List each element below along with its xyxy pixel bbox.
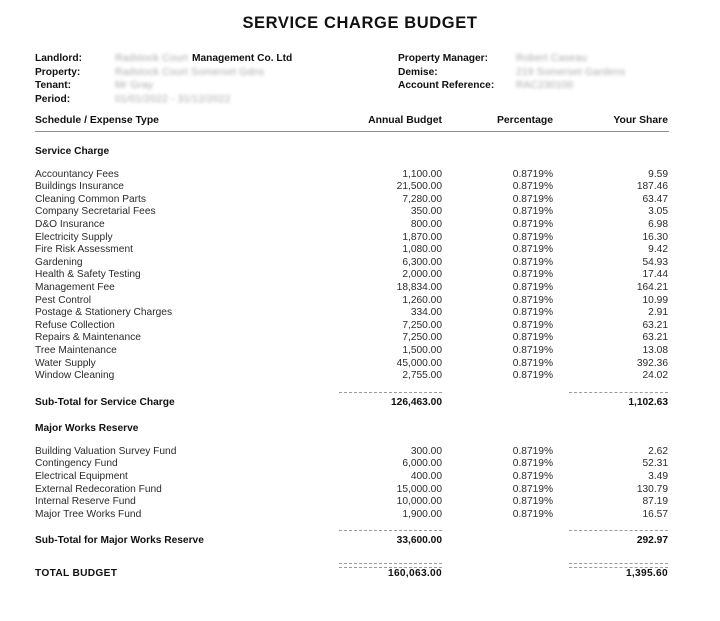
cell-annual-budget: 45,000.00 xyxy=(396,357,442,369)
cell-annual-budget: 18,834.00 xyxy=(396,281,442,293)
cell-percentage: 0.8719% xyxy=(512,181,553,193)
subtotal-rule xyxy=(35,389,669,397)
header-meta-block xyxy=(35,52,685,108)
cell-your-share: 87.19 xyxy=(642,496,668,508)
subtotal-row xyxy=(35,397,669,410)
column-header-percentage: Percentage xyxy=(496,115,553,126)
table-row xyxy=(35,219,669,232)
cell-percentage: 0.8719% xyxy=(512,269,553,281)
cell-your-share: 292.97 xyxy=(636,535,668,547)
cell-expense-name: Refuse Collection xyxy=(35,319,115,331)
cell-annual-budget: 1,080.00 xyxy=(402,244,442,256)
table-row xyxy=(35,332,669,345)
section-title-row xyxy=(35,423,669,436)
table-row xyxy=(35,370,669,383)
cell-your-share: 3.05 xyxy=(648,206,668,218)
cell-expense-name: TOTAL BUDGET xyxy=(35,568,118,580)
cell-expense-name: D&O Insurance xyxy=(35,218,105,230)
meta-value: Mr Gray xyxy=(115,80,154,92)
cell-annual-budget: 21,500.00 xyxy=(396,181,442,193)
cell-your-share: 52.31 xyxy=(642,458,668,470)
cell-your-share: 6.98 xyxy=(648,218,668,230)
cell-your-share: 1,395.60 xyxy=(625,568,668,580)
cell-expense-name: Health & Safety Testing xyxy=(35,269,141,281)
cell-annual-budget: 6,000.00 xyxy=(402,458,442,470)
rule-segment-budget xyxy=(339,392,442,393)
cell-your-share: 63.21 xyxy=(642,319,668,331)
cell-expense-name: Sub-Total for Service Charge xyxy=(35,396,175,408)
cell-your-share: 63.21 xyxy=(642,332,668,344)
cell-percentage: 0.8719% xyxy=(512,471,553,483)
cell-expense-name: Water Supply xyxy=(35,357,96,369)
spacer xyxy=(35,436,669,446)
cell-annual-budget: 7,250.00 xyxy=(402,332,442,344)
page-title: SERVICE CHARGE BUDGET xyxy=(242,14,478,32)
cell-annual-budget: 1,100.00 xyxy=(402,168,442,180)
total-budget-row xyxy=(35,568,669,581)
cell-expense-name: Buildings Insurance xyxy=(35,181,124,193)
cell-your-share: 130.79 xyxy=(636,483,668,495)
cell-expense-name: Cleaning Common Parts xyxy=(35,193,146,205)
cell-expense-name: Postage & Stationery Charges xyxy=(35,307,173,319)
cell-percentage: 0.8719% xyxy=(512,483,553,495)
cell-your-share: 24.02 xyxy=(642,370,668,382)
subtotal-rule xyxy=(35,527,669,535)
cell-your-share: 13.08 xyxy=(642,344,668,356)
column-header-annual-budget: Annual Budget xyxy=(368,115,442,126)
cell-percentage: 0.8719% xyxy=(512,231,553,243)
meta-row xyxy=(35,93,380,107)
meta-value: Robert Caseau xyxy=(516,53,588,64)
table-row xyxy=(35,307,669,320)
cell-annual-budget: 350.00 xyxy=(410,206,442,218)
meta-label: Demise: xyxy=(398,66,438,78)
section-title-row xyxy=(35,146,669,159)
cell-expense-name: Major Tree Works Fund xyxy=(35,508,142,520)
cell-annual-budget: 1,870.00 xyxy=(402,231,442,243)
cell-expense-name: Accountancy Fees xyxy=(35,168,119,180)
meta-row xyxy=(35,66,380,80)
meta-label: Property: xyxy=(35,66,81,78)
header-meta-left-column xyxy=(35,52,380,106)
table-header-row xyxy=(35,113,669,128)
cell-expense-name: Company Secretarial Fees xyxy=(35,206,156,218)
table-row xyxy=(35,295,669,308)
cell-your-share: 3.49 xyxy=(648,471,668,483)
cell-annual-budget: 800.00 xyxy=(410,218,442,230)
cell-percentage: 0.8719% xyxy=(512,370,553,382)
cell-expense-name: Tree Maintenance xyxy=(35,344,117,356)
table-row xyxy=(35,257,669,270)
budget-table xyxy=(35,113,669,581)
cell-expense-name: Major Works Reserve xyxy=(35,423,139,435)
cell-annual-budget: 126,463.00 xyxy=(391,396,442,408)
table-row xyxy=(35,269,669,282)
rule-segment-share xyxy=(569,392,668,393)
cell-expense-name: Gardening xyxy=(35,256,83,268)
meta-value: 219 Somerset Gardens xyxy=(516,66,626,78)
cell-your-share: 16.57 xyxy=(642,508,668,520)
cell-expense-name: Building Valuation Survey Fund xyxy=(35,445,177,457)
cell-annual-budget: 33,600.00 xyxy=(396,535,442,547)
cell-annual-budget: 300.00 xyxy=(410,445,442,457)
cell-annual-budget: 6,300.00 xyxy=(402,256,442,268)
meta-value: RAC230100 xyxy=(516,80,574,92)
table-row xyxy=(35,345,669,358)
cell-annual-budget: 7,250.00 xyxy=(402,319,442,331)
meta-row xyxy=(35,79,380,93)
table-row xyxy=(35,471,669,484)
cell-expense-name: Electricity Supply xyxy=(35,231,113,243)
cell-percentage: 0.8719% xyxy=(512,244,553,256)
cell-your-share: 16.30 xyxy=(642,231,668,243)
table-row xyxy=(35,496,669,509)
cell-percentage: 0.8719% xyxy=(512,218,553,230)
cell-percentage: 0.8719% xyxy=(512,357,553,369)
cell-annual-budget: 15,000.00 xyxy=(396,483,442,495)
cell-annual-budget: 1,900.00 xyxy=(402,508,442,520)
cell-percentage: 0.8719% xyxy=(512,344,553,356)
table-row xyxy=(35,446,669,459)
cell-percentage: 0.8719% xyxy=(512,168,553,180)
rule-segment-budget xyxy=(339,530,442,531)
cell-percentage: 0.8719% xyxy=(512,319,553,331)
table-row xyxy=(35,232,669,245)
cell-percentage: 0.8719% xyxy=(512,294,553,306)
cell-percentage: 0.8719% xyxy=(512,206,553,218)
table-row xyxy=(35,509,669,522)
column-header-your-share: Your Share xyxy=(613,115,668,126)
cell-your-share: 2.62 xyxy=(648,445,668,457)
cell-your-share: 392.36 xyxy=(636,357,668,369)
total-rule xyxy=(35,560,669,568)
spacer xyxy=(35,548,669,560)
cell-percentage: 0.8719% xyxy=(512,508,553,520)
table-row xyxy=(35,206,669,219)
cell-annual-budget: 1,500.00 xyxy=(402,344,442,356)
cell-percentage: 0.8719% xyxy=(512,496,553,508)
meta-label: Period: xyxy=(35,93,71,105)
meta-row xyxy=(398,52,698,66)
spacer xyxy=(35,132,669,146)
meta-label: Tenant: xyxy=(35,80,72,92)
cell-your-share: 17.44 xyxy=(642,269,668,281)
table-row xyxy=(35,320,669,333)
cell-your-share: 187.46 xyxy=(636,181,668,193)
cell-annual-budget: 160,063.00 xyxy=(388,568,442,580)
cell-expense-name: Fire Risk Assessment xyxy=(35,244,133,256)
meta-value: Radstock Court xyxy=(115,53,189,64)
spacer xyxy=(35,409,669,423)
meta-value: Radstock Court Somerset Gdns xyxy=(115,66,265,78)
table-row xyxy=(35,484,669,497)
cell-expense-name: Service Charge xyxy=(35,146,110,157)
cell-expense-name: Pest Control xyxy=(35,294,92,306)
cell-your-share: 2.91 xyxy=(648,307,668,319)
cell-your-share: 10.99 xyxy=(642,294,668,306)
cell-your-share: 63.47 xyxy=(642,193,668,205)
column-header-expense-type: Schedule / Expense Type xyxy=(35,115,159,126)
cell-expense-name: Sub-Total for Major Works Reserve xyxy=(35,535,204,547)
rule-segment-share xyxy=(569,530,668,531)
meta-label: Property Manager: xyxy=(398,53,489,64)
cell-annual-budget: 400.00 xyxy=(410,471,442,483)
table-row xyxy=(35,194,669,207)
table-row xyxy=(35,244,669,257)
subtotal-row xyxy=(35,535,669,548)
table-body xyxy=(35,132,669,581)
table-row xyxy=(35,358,669,371)
meta-row xyxy=(398,66,698,80)
cell-expense-name: Contingency Fund xyxy=(35,458,118,470)
meta-label: Landlord: xyxy=(35,53,82,64)
cell-percentage: 0.8719% xyxy=(512,281,553,293)
meta-value-suffix: Management Co. Ltd xyxy=(192,53,293,64)
cell-percentage: 0.8719% xyxy=(512,458,553,470)
header-meta-right-column xyxy=(398,52,698,93)
cell-percentage: 0.8719% xyxy=(512,307,553,319)
cell-percentage: 0.8719% xyxy=(512,256,553,268)
cell-expense-name: Window Cleaning xyxy=(35,370,115,382)
table-row xyxy=(35,181,669,194)
cell-expense-name: Management Fee xyxy=(35,281,115,293)
spacer xyxy=(35,159,669,169)
cell-your-share: 1,102.63 xyxy=(628,396,668,408)
table-row xyxy=(35,169,669,182)
cell-percentage: 0.8719% xyxy=(512,445,553,457)
cell-your-share: 164.21 xyxy=(636,281,668,293)
cell-expense-name: Internal Reserve Fund xyxy=(35,496,136,508)
meta-label: Account Reference: xyxy=(398,80,495,92)
table-row xyxy=(35,458,669,471)
cell-percentage: 0.8719% xyxy=(512,332,553,344)
cell-expense-name: Electrical Equipment xyxy=(35,471,128,483)
meta-value: 01/01/2022 - 31/12/2022 xyxy=(115,93,231,105)
cell-annual-budget: 1,260.00 xyxy=(402,294,442,306)
cell-annual-budget: 7,280.00 xyxy=(402,193,442,205)
meta-row xyxy=(35,52,380,66)
cell-expense-name: External Redecoration Fund xyxy=(35,483,162,495)
cell-percentage: 0.8719% xyxy=(512,193,553,205)
cell-annual-budget: 2,755.00 xyxy=(402,370,442,382)
meta-row xyxy=(398,79,698,93)
cell-annual-budget: 334.00 xyxy=(410,307,442,319)
cell-your-share: 54.93 xyxy=(642,256,668,268)
cell-expense-name: Repairs & Maintenance xyxy=(35,332,141,344)
table-row xyxy=(35,282,669,295)
table-header-divider xyxy=(35,131,669,132)
cell-your-share: 9.59 xyxy=(648,168,668,180)
cell-annual-budget: 2,000.00 xyxy=(402,269,442,281)
cell-annual-budget: 10,000.00 xyxy=(396,496,442,508)
cell-your-share: 9.42 xyxy=(648,244,668,256)
